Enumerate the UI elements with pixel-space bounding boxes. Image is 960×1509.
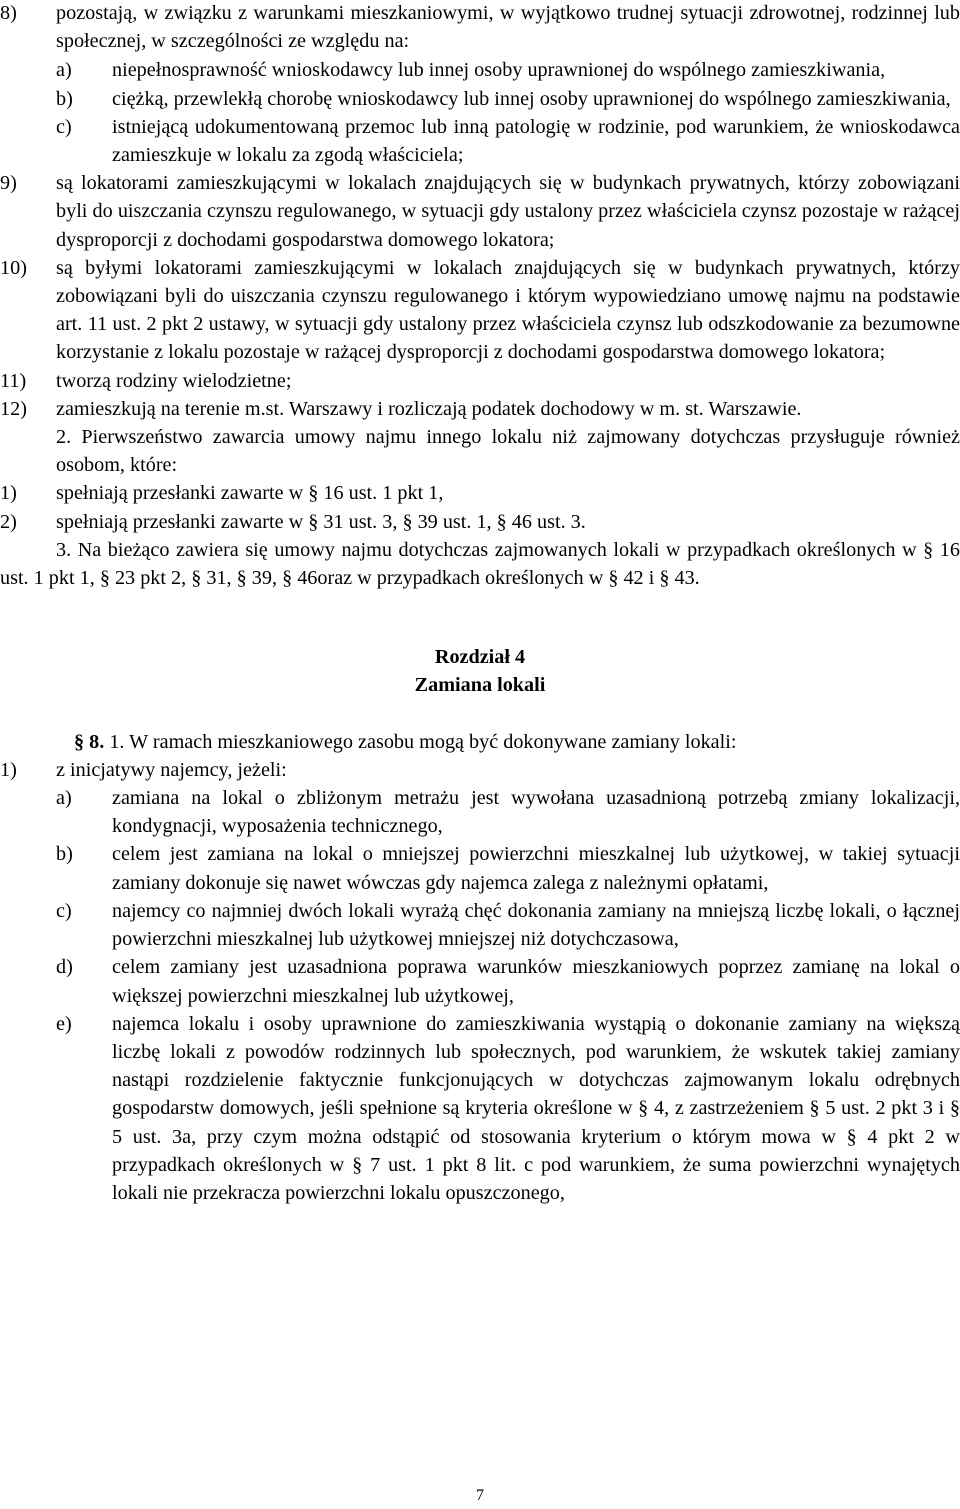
list-text: są byłymi lokatorami zamieszkującymi w lokalach znajdujących się w budynkach prywatnych, którzy zobowiązani byli do uiszczania czynszu regulowanego i którym wypowiedziano umowę najmu na podstawie art. 11 ust. 2 pkt 2 ustawy, w sytuacji gdy ustalony przez właściciela czynsz lub odszkodowanie za bezumowne korzystanie z lokalu pozostaje w rażącej dysproporcji z dochodami gospodarstwa domowego lokatora; <box>56 256 960 364</box>
list-item-11 <box>0 367 960 395</box>
list-label: 1) <box>0 482 17 505</box>
list-text: istniejącą udokumentowaną przemoc lub inną patologię w rodzinie, pod warunkiem, że wnioskodawca zamieszkuje w lokalu za zgodą właściciela; <box>112 115 960 167</box>
page-number: 7 <box>476 1487 484 1504</box>
list-item-8 <box>0 0 960 55</box>
list-label: 2) <box>0 510 17 533</box>
paragraph-text: 1. W ramach mieszkaniowego zasobu mogą być dokonywane zamiany lokali: <box>104 730 737 753</box>
list-text: zamiana na lokal o zbliżonym metrażu jest wywołana uzasadnioną potrzebą zmiany lokalizacji, kondygnacji, wyposażenia technicznego, <box>112 787 960 838</box>
list-label: e) <box>56 1012 72 1035</box>
sub-item-d <box>0 953 960 1009</box>
list-label: 8) <box>0 2 17 24</box>
list-text: celem jest zamiana na lokal o mniejszej powierzchni mieszkalnej lub użytkowej, w takiej sytuacji zamiany dokonuje się nawet wówczas gdy najemca zalega z należnymi opłatami, <box>112 843 960 894</box>
list-label: b) <box>56 87 73 110</box>
list-label: 12) <box>0 397 27 420</box>
paragraph-8-item-1 <box>0 756 960 784</box>
paragraph-8 <box>0 728 960 756</box>
list-label: c) <box>56 899 72 922</box>
list-text: są lokatorami zamieszkującymi w lokalach znajdujących się w budynkach prywatnych, którzy zobowiązani byli do uiszczania czynszu regulowanego, w sytuacji gdy ustalony przez właściciela czynsz pozostaje w rażącej dysproporcji z dochodami gospodarstwa domowego lokatora; <box>56 172 960 251</box>
list-text: spełniają przesłanki zawarte w § 16 ust. 1 pkt 1, <box>56 482 444 505</box>
paragraph-text: 3. Na bieżąco zawiera się umowy najmu dotychczas zajmowanych lokali w przypadkach określonych w § 16 ust. 1 pkt 1, § 23 pkt 2, § 31, § 39, § 46oraz w przypadkach określonych w § 42 i § 43. <box>0 538 960 590</box>
sub-item-b <box>0 840 960 896</box>
sub-item-e <box>0 1010 960 1207</box>
section-symbol: § 8. <box>74 730 105 753</box>
list-label: a) <box>56 787 72 810</box>
list-label: a) <box>56 59 72 82</box>
sub-item-8c <box>0 113 960 169</box>
paragraph-2-item-1 <box>0 479 960 507</box>
list-item-10 <box>0 254 960 367</box>
list-item-9 <box>0 169 960 254</box>
list-text: zamieszkują na terenie m.st. Warszawy i rozliczają podatek dochodowy w m. st. Warszawie. <box>56 397 802 420</box>
sub-item-a <box>0 784 960 840</box>
list-label: 10) <box>0 256 27 279</box>
list-label: c) <box>56 115 72 138</box>
paragraph-3 <box>0 536 960 592</box>
list-text: najemcy co najmniej dwóch lokali wyrażą chęć dokonania zamiany na mniejszą liczbę lokali, o łącznej powierzchni mieszkalnej lub użytkowej mniejszej niż dotychczasowa, <box>112 899 960 951</box>
list-item-12 <box>0 395 960 423</box>
list-text: tworzą rodziny wielodzietne; <box>56 369 292 392</box>
list-label: 1) <box>0 758 17 781</box>
paragraph-text: 2. Pierwszeństwo zawarcia umowy najmu innego lokalu niż zajmowany dotychczas przysługuje również osobom, które: <box>56 426 960 477</box>
list-label: 9) <box>0 172 17 195</box>
list-text: z inicjatywy najemcy, jeżeli: <box>56 758 287 781</box>
sub-item-8b <box>0 85 960 113</box>
chapter-number: Rozdział 4 <box>434 646 526 669</box>
list-text: spełniają przesłanki zawarte w § 31 ust. 3, § 39 ust. 1, § 46 ust. 3. <box>56 510 586 533</box>
list-text: celem zamiany jest uzasadniona poprawa warunków mieszkaniowych poprzez zamianę na lokal o większej powierzchni mieszkalnej lub użytkowej, <box>112 956 960 1007</box>
list-text: ciężką, przewlekłą chorobę wnioskodawcy lub innej osoby uprawnionej do wspólnego zamieszkiwania, <box>112 87 951 110</box>
list-label: b) <box>56 843 73 866</box>
list-text: najemca lokalu i osoby uprawnione do zamieszkiwania wystąpią o dokonanie zamiany na większą liczbę lokali z powodów rodzinnych lub społecznych, pod warunkiem, że wskutek takiej zamiany nastąpi rozdzielenie faktycznie funkcjonujących w dotychczas zajmowanym lokalu odrębnych gospodarstw domowych, jeśli spełnione są kryteria określone w § 4, z zastrzeżeniem § 5 ust. 2 pkt 3 i § 5 ust. 3a, przy czym można odstąpić od stosowania kryterium o którym mowa w § 4 pkt 2 w przypadkach określonych w § 7 ust. 1 pkt 8 lit. c pod warunkiem, że suma powierzchni wynajętych lokali nie przekracza powierzchni lokalu opuszczonego, <box>112 1012 960 1204</box>
sub-item-c <box>0 897 960 953</box>
list-label: d) <box>56 956 73 979</box>
sub-item-8a <box>0 56 960 84</box>
paragraph-2 <box>0 423 960 479</box>
chapter-title: Zamiana lokali <box>414 674 546 697</box>
paragraph-2-item-2 <box>0 508 960 536</box>
list-label: 11) <box>0 369 27 392</box>
list-text: pozostają, w związku z warunkami mieszkaniowymi, w wyjątkowo trudnej sytuacji zdrowotnej, rodzinnej lub społecznej, w szczególności ze względu na: <box>56 2 960 53</box>
list-text: niepełnosprawność wnioskodawcy lub innej osoby uprawnionej do wspólnego zamieszkiwania, <box>112 59 886 82</box>
